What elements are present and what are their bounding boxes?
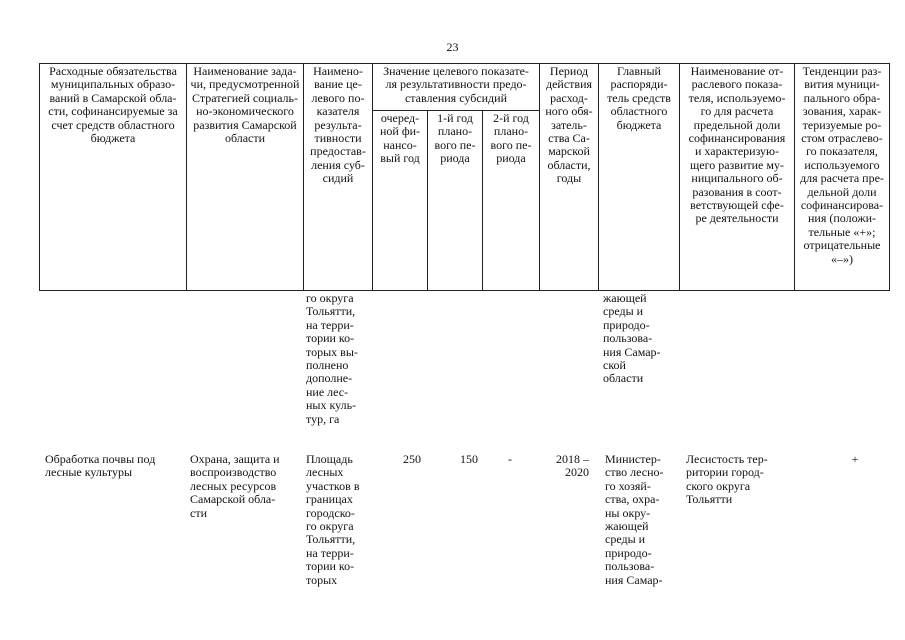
row-task-name: Охрана, защита и воспроизводство лесных ресурсов Самарской обла- сти [190,452,280,520]
row-period: 2018 – 2020 [556,452,589,480]
row-indicator-name: Площадь лесных участков в границах городско- го округа Тольятти, на терри- тории ко- торых [306,452,360,587]
row-sector-indicator: Лесистость тер- ритории город- ского округа Тольятти [686,452,768,507]
header-indicator-name: Наимено- вание це- левого по- казателя результа- тивности предостав- ления суб- сидий [310,64,366,186]
row-value-current-year: 250 [403,452,421,466]
header-period: Период действия расход- ного обя- затель- ства Са- марской области, годы [545,64,593,186]
header-trends: Тенденции раз- вития муници- пального обра- зования, харак- теризуемые ро- стом отраслево- го показателя, используемого для расчета пре- дельной доли софинансирова- ния (положи- тельные «+»; отрицательные «–») [800,64,884,266]
row-value-plan-year-2: - [508,452,512,466]
header-task-name: Наименование зада- чи, предусмотренной Стратегией социаль- но-экономического развития Самарской области [190,64,300,146]
continuation-indicator-name: го округа Тольятти, на терри- тории ко- торых вы- полнено дополне- ние лес- ных куль- тур, га [306,291,358,426]
header-current-year: очеред- ной фи- нансо- вый год [379,111,421,166]
header-plan-year-1: 1-й год плано- вого пе- риода [434,111,476,166]
header-indicator-values: Значение целевого показате- ля результативности предо- ставления субсидий [383,64,529,105]
header-main-manager: Главный распоряди- тель средств областного бюджета [607,64,671,132]
col-border [39,63,40,291]
header-sector-indicator: Наименование от- раслевого показа- теля, используемо- го для расчета предельной доли софинансирования и характеризую- щего развитие му- ниципального об- разования в соот- ветствующей сфе- ре деятельности [688,64,786,226]
continuation-main-manager: жающей среды и природо- пользова- ния Самар- ской области [603,291,661,386]
row-trend: + [851,452,859,466]
row-value-plan-year-1: 150 [460,452,478,466]
col-border [889,63,890,291]
row-main-manager: Министер- ство лесно- го хозяй- ства, охра- ны окру- жающей среды и природо- пользова- ния Самар- [605,452,664,587]
row-expense-obligation: Обработка почвы под лесные культуры [45,452,156,480]
page-number: 23 [446,40,459,54]
header-expense-obligations: Расходные обязательства муниципальных образо- ваний в Самарской обла- сти, софинансируемые за счет средств областного бюджета [48,64,178,146]
header-plan-year-2: 2-й год плано- вого пе- риода [490,111,532,166]
table-header-bottom-border [39,290,890,291]
